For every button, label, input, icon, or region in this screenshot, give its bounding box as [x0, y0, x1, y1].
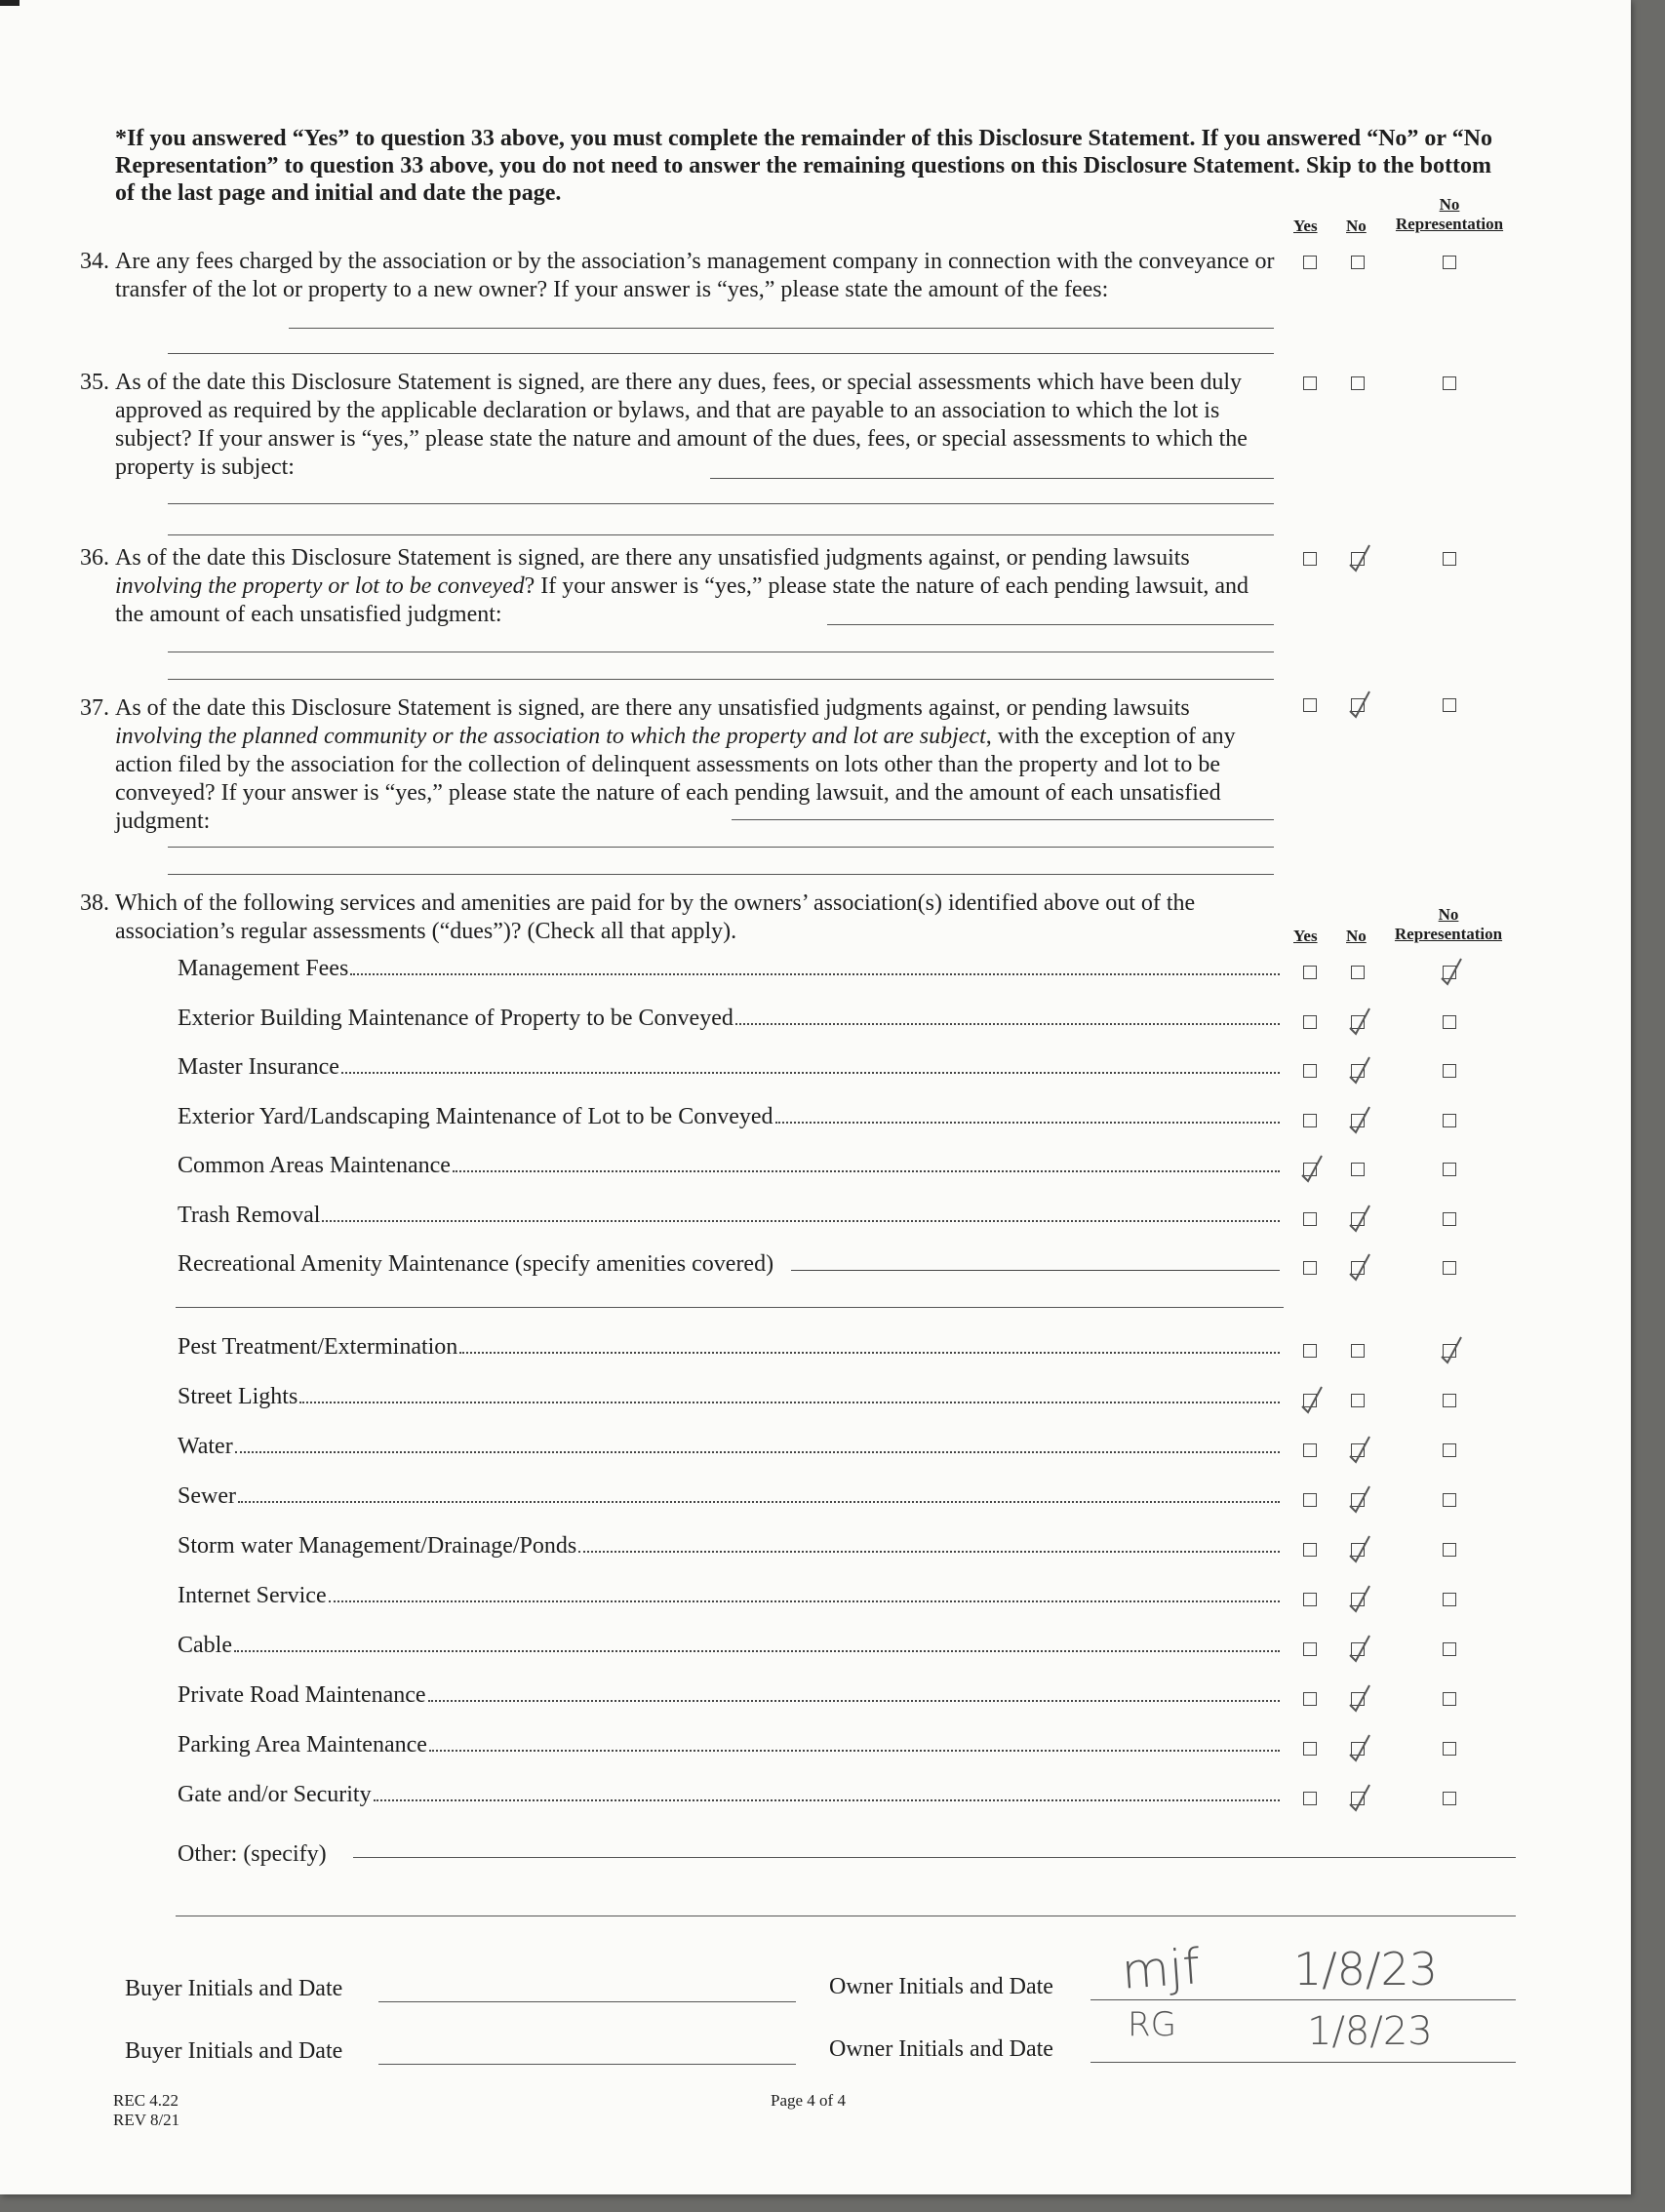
service-checkbox-norep[interactable]	[1443, 1394, 1456, 1407]
service-label: Internet Service	[178, 1583, 327, 1608]
question-number: 34.	[80, 249, 109, 274]
buyer-initials-label-1: Buyer Initials and Date	[125, 1976, 343, 2001]
check-mark-icon	[1300, 1385, 1326, 1414]
q37-checkbox-yes[interactable]	[1303, 698, 1317, 712]
q37-checkbox-no[interactable]	[1351, 698, 1365, 712]
service-checkbox-norep[interactable]	[1443, 1163, 1456, 1176]
check-mark-icon	[1440, 1335, 1465, 1364]
intro-instructions: *If you answered “Yes” to question 33 above, you must complete the remainder of this Disclosure Statement. If you answered “No” or “No Representation” to question 33 above, you do not need to answer the remaining questions on this Disclosure Statement. Skip to the bottom of the last page and initial and date the page.	[115, 126, 1492, 206]
question-text-a: As of the date this Disclosure Statement is signed, are there any unsatisfied judgments against, or pending lawsuits	[115, 545, 1190, 571]
dot-leader	[735, 1004, 1280, 1025]
dot-leader	[775, 1102, 1281, 1124]
q34-checkbox-norep[interactable]	[1443, 256, 1456, 269]
other-specify-label: Other: (specify)	[178, 1841, 327, 1867]
q35-checkbox-norep[interactable]	[1443, 376, 1456, 390]
col-head-no: No	[1346, 217, 1367, 235]
dot-leader	[453, 1151, 1280, 1172]
service-label: Pest Treatment/Extermination	[178, 1334, 458, 1360]
col-head-norep-line2: Representation	[1394, 925, 1503, 943]
service-checkbox-no[interactable]	[1351, 1394, 1365, 1407]
service-checkbox-yes[interactable]	[1303, 1543, 1317, 1557]
page-number: Page 4 of 4	[771, 2091, 846, 2110]
service-checkbox-yes[interactable]	[1303, 1692, 1317, 1706]
service-checkbox-no[interactable]	[1351, 1344, 1365, 1358]
service-label: Management Fees	[178, 956, 349, 981]
service-label: Sewer	[178, 1483, 236, 1509]
owner1-date-handwritten: 1/8/23	[1293, 1943, 1439, 1995]
question-35	[80, 369, 1276, 482]
service-checkbox-no[interactable]	[1351, 1261, 1365, 1275]
service-checkbox-yes[interactable]	[1303, 1394, 1317, 1407]
q34-checkbox-yes[interactable]	[1303, 256, 1317, 269]
question-number: 38.	[80, 890, 109, 916]
service-checkbox-no[interactable]	[1351, 1212, 1365, 1226]
service-checkbox-norep[interactable]	[1443, 1593, 1456, 1606]
service-checkbox-no[interactable]	[1351, 1543, 1365, 1557]
q37-checkbox-norep[interactable]	[1443, 698, 1456, 712]
service-checkbox-no[interactable]	[1351, 1064, 1365, 1078]
q34-checkbox-no[interactable]	[1351, 256, 1365, 269]
check-mark-icon	[1348, 1584, 1373, 1613]
check-mark-icon	[1348, 1105, 1373, 1134]
service-label: Exterior Building Maintenance of Property to be Conveyed	[178, 1005, 733, 1031]
answer-line[interactable]	[168, 534, 1274, 535]
service-checkbox-no[interactable]	[1351, 1015, 1365, 1029]
service-checkbox-yes[interactable]	[1303, 1114, 1317, 1127]
check-mark-icon	[1300, 1154, 1326, 1183]
check-mark-icon	[1348, 1055, 1373, 1085]
service-label: Water	[178, 1434, 233, 1459]
question-text-italic: involving the planned community or the association to which the property and lot are subject	[115, 724, 986, 749]
service-checkbox-no[interactable]	[1351, 966, 1365, 979]
service-label: Master Insurance	[178, 1054, 339, 1080]
check-mark-icon	[1348, 1683, 1373, 1713]
answer-line[interactable]	[168, 874, 1274, 875]
service-checkbox-yes[interactable]	[1303, 1212, 1317, 1226]
service-checkbox-norep[interactable]	[1443, 966, 1456, 979]
dot-leader	[299, 1382, 1280, 1403]
service-checkbox-yes[interactable]	[1303, 1015, 1317, 1029]
service-row	[178, 1102, 1280, 1131]
service-label: Parking Area Maintenance	[178, 1732, 427, 1758]
buyer-initials-line-2[interactable]	[378, 2064, 796, 2065]
service-row	[178, 954, 1280, 983]
check-mark-icon	[1348, 690, 1373, 719]
service-row	[178, 1432, 1280, 1461]
answer-line[interactable]	[168, 847, 1274, 848]
check-mark-icon	[1348, 1252, 1373, 1282]
service-checkbox-norep[interactable]	[1443, 1114, 1456, 1127]
dot-leader	[459, 1332, 1280, 1354]
service-row	[178, 1249, 1280, 1279]
service-row	[178, 1481, 1280, 1511]
col-head-norep-line1: No	[1439, 195, 1460, 214]
service-row	[178, 1780, 1280, 1809]
check-mark-icon	[1348, 543, 1373, 573]
service-row	[178, 1531, 1280, 1560]
service-checkbox-yes[interactable]	[1303, 1642, 1317, 1656]
service-checkbox-norep[interactable]	[1443, 1742, 1456, 1756]
buyer-initials-line-1[interactable]	[378, 2001, 796, 2002]
service-label: Street Lights	[178, 1384, 298, 1409]
question-text-b: ? If your answer is “yes,” please state the nature of each pending lawsuit, and the amount of each unsatisfied judgment:	[115, 573, 1249, 627]
service-checkbox-yes[interactable]	[1303, 1443, 1317, 1457]
question-text: As of the date this Disclosure Statement is signed, are there any dues, fees, or special assessments which have been duly approved as required by the applicable declaration or bylaws, and that are payable to an association to which the lot is subject? If your answer is “yes,” please state the nature and amount of the dues, fees, or special assessments to which the property is subject:	[115, 370, 1248, 480]
question-34	[80, 248, 1276, 304]
question-text: Are any fees charged by the association or by the association’s management company in connection with the conveyance or transfer of the lot or property to a new owner? If your answer is “yes,” please state the amount of the fees:	[115, 249, 1275, 302]
owner2-initials-handwritten: RG	[1128, 2005, 1176, 2044]
service-checkbox-yes[interactable]	[1303, 1792, 1317, 1805]
service-row	[178, 1052, 1280, 1082]
service-checkbox-no[interactable]	[1351, 1493, 1365, 1507]
service-checkbox-norep[interactable]	[1443, 1443, 1456, 1457]
check-mark-icon	[1348, 1484, 1373, 1514]
service-label: Private Road Maintenance	[178, 1682, 426, 1708]
col-head-norep-2	[1387, 905, 1510, 944]
service-row	[178, 1201, 1280, 1230]
service-row	[178, 1004, 1280, 1033]
service-checkbox-norep[interactable]	[1443, 1344, 1456, 1358]
dot-leader	[428, 1680, 1280, 1702]
answer-line[interactable]	[168, 353, 1274, 354]
service-checkbox-no[interactable]	[1351, 1742, 1365, 1756]
service-checkbox-norep[interactable]	[1443, 1792, 1456, 1805]
form-code: REC 4.22	[113, 2091, 179, 2110]
service-checkbox-norep[interactable]	[1443, 1015, 1456, 1029]
service-label: Storm water Management/Drainage/Ponds	[178, 1533, 577, 1559]
service-row	[178, 1332, 1280, 1362]
answer-line[interactable]	[289, 328, 1274, 329]
dot-leader	[322, 1201, 1280, 1222]
service-checkbox-no[interactable]	[1351, 1642, 1365, 1656]
q36-checkbox-yes[interactable]	[1303, 552, 1317, 566]
service-checkbox-yes[interactable]	[1303, 1261, 1317, 1275]
owner-initials-line-2[interactable]	[1090, 2062, 1516, 2063]
question-number: 36.	[80, 545, 109, 571]
check-mark-icon	[1440, 957, 1465, 986]
service-checkbox-no[interactable]	[1351, 1593, 1365, 1606]
question-38	[80, 889, 1247, 946]
question-text-italic: involving the property or lot to be conveyed	[115, 573, 525, 599]
service-checkbox-no[interactable]	[1351, 1443, 1365, 1457]
dot-leader	[341, 1052, 1280, 1074]
service-checkbox-yes[interactable]	[1303, 1064, 1317, 1078]
service-checkbox-no[interactable]	[1351, 1114, 1365, 1127]
col-head-yes: Yes	[1293, 217, 1318, 235]
service-row	[178, 1581, 1280, 1610]
answer-line[interactable]	[168, 679, 1274, 680]
form-revision: REV 8/21	[113, 2111, 180, 2129]
col-head-norep	[1391, 195, 1508, 234]
answer-line[interactable]	[710, 478, 1274, 479]
service-row	[178, 1151, 1280, 1180]
service-checkbox-norep[interactable]	[1443, 1493, 1456, 1507]
scan-edge-mark	[0, 0, 20, 6]
service-checkbox-yes[interactable]	[1303, 1163, 1317, 1176]
service-checkbox-yes[interactable]	[1303, 1493, 1317, 1507]
question-text: Which of the following services and amenities are paid for by the owners’ association(s) identified above out of the association’s regular assessments (“dues”)? (Check all that apply).	[115, 890, 1196, 944]
owner-initials-label-2: Owner Initials and Date	[829, 2036, 1053, 2062]
col-head-norep-line2: Representation	[1395, 215, 1504, 233]
dot-leader	[238, 1481, 1280, 1503]
dot-leader	[350, 954, 1280, 975]
service-checkbox-no[interactable]	[1351, 1792, 1365, 1805]
service-checkbox-no[interactable]	[1351, 1163, 1365, 1176]
service-checkbox-yes[interactable]	[1303, 1593, 1317, 1606]
question-number: 37.	[80, 695, 109, 721]
dot-leader	[578, 1531, 1280, 1553]
check-mark-icon	[1348, 1435, 1373, 1464]
owner-initials-line-1[interactable]	[1090, 1999, 1516, 2000]
dot-leader	[329, 1581, 1280, 1602]
check-mark-icon	[1348, 1733, 1373, 1762]
dot-leader	[235, 1432, 1280, 1453]
owner2-date-handwritten: 1/8/23	[1307, 2009, 1433, 2054]
question-text-b: , with the exception of any action filed by the association for the collection of delinquent assessments on lots other than the property and lot to be conveyed? If your answer is “yes,” please state the nature of each pending lawsuit, and the amount of each unsatisfied judgment:	[115, 724, 1236, 834]
q36-checkbox-no[interactable]	[1351, 552, 1365, 566]
other-specify-line[interactable]	[353, 1857, 1516, 1858]
service-checkbox-yes[interactable]	[1303, 1344, 1317, 1358]
service-checkbox-norep[interactable]	[1443, 1642, 1456, 1656]
service-checkbox-yes[interactable]	[1303, 966, 1317, 979]
service-checkbox-norep[interactable]	[1443, 1064, 1456, 1078]
col-head-yes-2: Yes	[1293, 927, 1318, 945]
check-mark-icon	[1348, 1634, 1373, 1663]
service-checkbox-yes[interactable]	[1303, 1742, 1317, 1756]
dot-leader	[234, 1631, 1280, 1652]
service-label: Common Areas Maintenance	[178, 1153, 451, 1178]
dot-leader	[374, 1780, 1280, 1801]
service-label: Exterior Yard/Landscaping Maintenance of Lot to be Conveyed	[178, 1103, 773, 1129]
check-mark-icon	[1348, 1534, 1373, 1563]
q35-checkbox-no[interactable]	[1351, 376, 1365, 390]
question-36	[80, 544, 1276, 629]
col-head-no-2: No	[1346, 927, 1367, 945]
service-row	[178, 1680, 1280, 1710]
owner-initials-label-1: Owner Initials and Date	[829, 1974, 1053, 1999]
dot-leader	[429, 1730, 1280, 1752]
service-row	[178, 1730, 1280, 1759]
service-row	[178, 1382, 1280, 1411]
q35-checkbox-yes[interactable]	[1303, 376, 1317, 390]
check-mark-icon	[1348, 1007, 1373, 1036]
service-checkbox-norep[interactable]	[1443, 1261, 1456, 1275]
check-mark-icon	[1348, 1783, 1373, 1812]
recreational-specify-line-2[interactable]	[176, 1307, 1284, 1308]
owner1-initials-handwritten: mjf	[1120, 1938, 1203, 2000]
service-checkbox-no[interactable]	[1351, 1692, 1365, 1706]
question-text-a: As of the date this Disclosure Statement is signed, are there any unsatisfied judgments against, or pending lawsuits	[115, 695, 1190, 721]
service-checkbox-norep[interactable]	[1443, 1692, 1456, 1706]
service-label: Cable	[178, 1633, 232, 1658]
answer-line[interactable]	[827, 624, 1274, 625]
answer-line[interactable]	[168, 503, 1274, 504]
q36-checkbox-norep[interactable]	[1443, 552, 1456, 566]
check-mark-icon	[1348, 1204, 1373, 1233]
service-label: Trash Removal	[178, 1202, 321, 1228]
service-checkbox-norep[interactable]	[1443, 1212, 1456, 1226]
question-37	[80, 694, 1276, 836]
service-row	[178, 1631, 1280, 1660]
answer-line[interactable]	[732, 819, 1274, 820]
service-label: Gate and/or Security	[178, 1782, 372, 1807]
question-number: 35.	[80, 370, 109, 395]
recreational-specify-line[interactable]	[791, 1250, 1280, 1271]
service-label: Recreational Amenity Maintenance (specify amenities covered)	[178, 1251, 774, 1277]
service-checkbox-norep[interactable]	[1443, 1543, 1456, 1557]
col-head-norep-line1: No	[1438, 905, 1459, 924]
buyer-initials-label-2: Buyer Initials and Date	[125, 2038, 343, 2064]
